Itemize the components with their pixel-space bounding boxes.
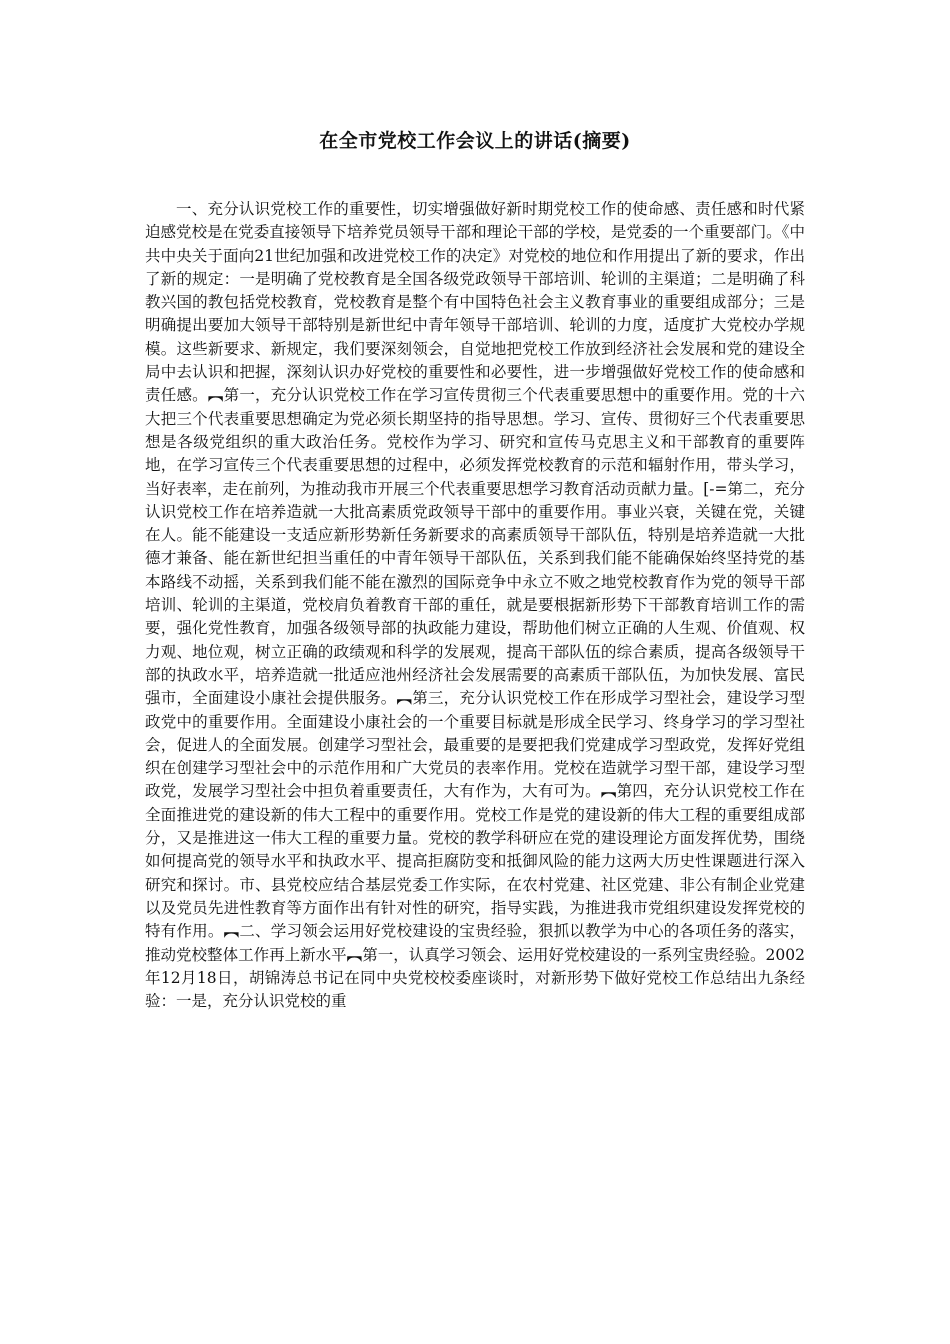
document-body-paragraph: 一、充分认识党校工作的重要性，切实增强做好新时期党校工作的使命感、责任感和时代紧迫感党校是在党委直接领导下培养党员领导干部和理论干部的学校，是党委的一个重要部门。《中共中央关于面向21世纪加强和改进党校工作的决定》对党校的地位和作用提出了新的要求，作出了新的规定：一是明确了党校教育是全国各级党政领导干部培训、轮训的主渠道；二是明确了科教兴国的教包括党校教育，党校教育是整个有中国特色社会主义教育事业的重要组成部分；三是明确提出要加大领导干部特别是新世纪中青年领导干部培训、轮训的力度，适度扩大党校办学规模。这些新要求、新规定，我们要深刻领会，自觉地把党校工作放到经济社会发展和党的建设全局中去认识和把握，深刻认识办好党校的重要性和必要性，进一步增强做好党校工作的使命感和责任感。︻第一，充分认识党校工作在学习宣传贯彻三个代表重要思想中的重要作用。党的十六大把三个代表重要思想确定为党必须长期坚持的指导思想。学习、宣传、贯彻好三个代表重要思想是各级党组织的重大政治任务。党校作为学习、研究和宣传马克思主义和干部教育的重要阵地，在学习宣传三个代表重要思想的过程中，必须发挥党校教育的示范和辐射作用，带头学习，当好表率，走在前列，为推动我市开展三个代表重要思想学习教育活动贡献力量。[-=第二，充分认识党校工作在培养造就一大批高素质党政领导干部中的重要作用。事业兴衰，关键在党，关键在人。能不能建设一支适应新形势新任务新要求的高素质领导干部队伍，特别是培养造就一大批德才兼备、能在新世纪担当重任的中青年领导干部队伍，关系到我们能不能确保始终坚持党的基本路线不动摇，关系到我们能不能在激烈的国际竞争中永立不败之地党校教育作为党的领导干部培训、轮训的主渠道，党校肩负着教育干部的重任，就是要根据新形势下干部教育培训工作的需要，强化党性教育，加强各级领导部的执政能力建设，帮助他们树立正确的人生观、价值观、权力观、地位观，树立正确的政绩观和科学的发展观，提高干部队伍的综合素质，提高各级领导干部的执政水平，培养造就一批适应池州经济社会发展需要的高素质干部队伍，为加快发展、富民强市，全面建设小康社会提供服务。︻第三，充分认识党校工作在形成学习型社会，建设学习型政党中的重要作用。全面建设小康社会的一个重要目标就是形成全民学习、终身学习的学习型社会，促进人的全面发展。创建学习型社会，最重要的是要把我们党建成学习型政党，发挥好党组织在创建学习型社会中的示范作用和广大党员的表率作用。党校在造就学习型干部，建设学习型政党，发展学习型社会中担负着重要责任，大有作为，大有可为。︻第四，充分认识党校工作在全面推进党的建设新的伟大工程中的重要作用。党校工作是党的建设新的伟大工程的重要组成部分，又是推进这一伟大工程的重要力量。党校的教学科研应在党的建设理论方面发挥优势，围绕如何提高党的领导水平和执政水平、提高拒腐防变和抵御风险的能力这两大历史性课题进行深入研究和探讨。市、县党校应结合基层党委工作实际，在农村党建、社区党建、非公有制企业党建以及党员先进性教育等方面作出有针对性的研究，指导实践，为推进我市党组织建设发挥党校的特有作用。︻二、学习领会运用好党校建设的宝贵经验，狠抓以教学为中心的各项任务的落实，推动党校整体工作再上新水平︻第一，认真学习领会、运用好党校建设的一系列宝贵经验。2002年12月18日，胡锦涛总书记在同中央党校校委座谈时，对新形势下做好党校工作总结出九条经验：一是，充分认识党校的重 [145,200,805,1011]
document-title: 在全市党校工作会议上的讲话(摘要) [319,130,631,152]
